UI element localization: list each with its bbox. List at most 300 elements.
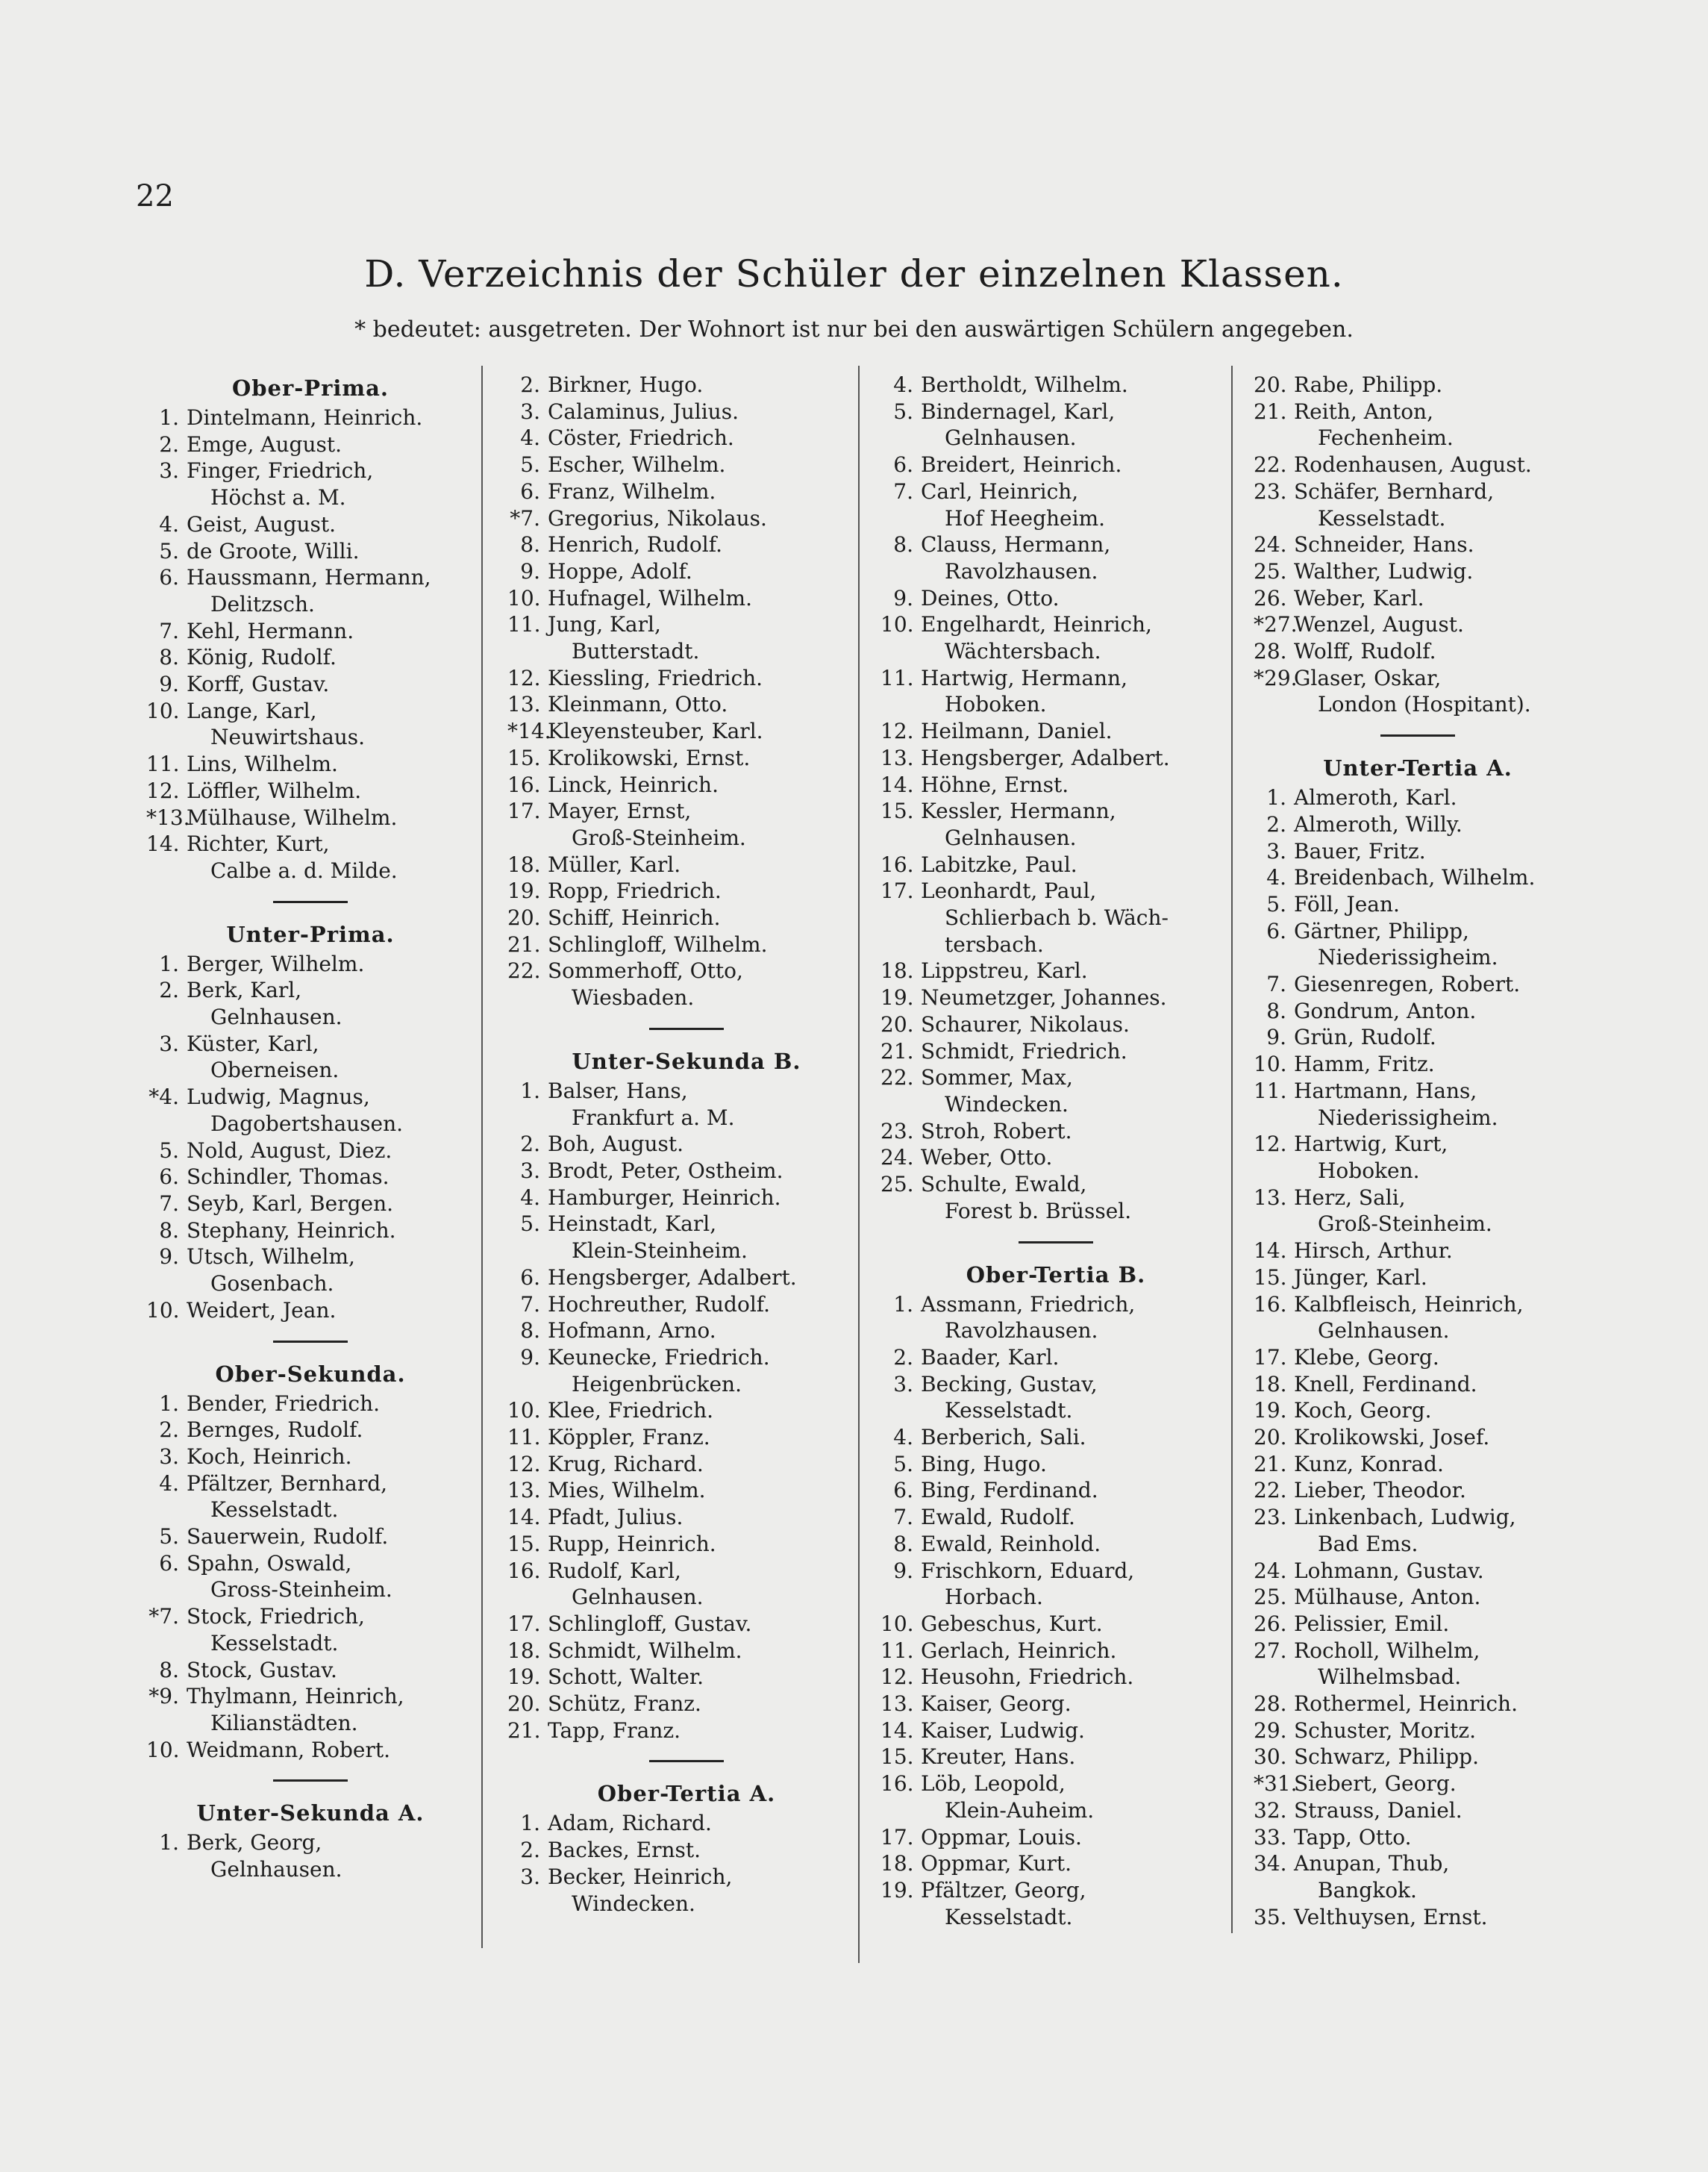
student-number: 5. <box>1266 891 1286 917</box>
student-name: Lippstreu, Karl. <box>921 958 1088 984</box>
student-entry <box>507 1078 866 1105</box>
student-location: London (Hospitant). <box>1318 692 1531 717</box>
student-name: Heusohn, Friedrich. <box>921 1664 1134 1690</box>
student-number: 21. <box>1254 399 1287 424</box>
student-entry <box>1254 1744 1582 1770</box>
student-number: 11. <box>880 1638 914 1663</box>
student-number: 3. <box>159 458 179 484</box>
student-entry <box>507 852 866 879</box>
student-name: Gärtner, Philipp, <box>1294 918 1469 943</box>
student-location: Windecken. <box>572 1891 695 1916</box>
student-entry <box>880 798 1231 825</box>
student-entry <box>507 878 866 905</box>
student-number: 1. <box>159 405 179 430</box>
column-4 <box>1254 372 1582 1930</box>
student-entry <box>507 558 866 585</box>
student-name: Haussmann, Hermann, <box>187 565 431 590</box>
student-entry <box>1254 784 1582 811</box>
student-entry <box>880 1531 1231 1558</box>
student-number: 11. <box>880 665 914 690</box>
student-entry <box>1254 811 1582 838</box>
student-entry <box>1254 1850 1582 1877</box>
student-entry <box>507 1611 866 1638</box>
student-number: 20. <box>507 1691 541 1717</box>
student-number: 3. <box>1266 838 1286 864</box>
student-name: Lieber, Theodor. <box>1294 1478 1466 1503</box>
student-name: Backes, Ernst. <box>548 1838 701 1863</box>
student-location: Hoboken. <box>1318 1158 1420 1183</box>
student-number: 21. <box>880 1038 914 1064</box>
student-entry <box>1254 1477 1582 1504</box>
student-entry <box>1254 1344 1582 1371</box>
student-number: 6. <box>159 1164 179 1190</box>
student-name: Bindernagel, Karl, <box>921 399 1116 424</box>
student-name: Dintelmann, Heinrich. <box>187 405 423 430</box>
student-entry <box>1254 665 1582 692</box>
student-number: 5. <box>159 1138 179 1163</box>
student-number: 22. <box>880 1065 914 1090</box>
student-name: Stroh, Robert. <box>921 1118 1072 1143</box>
student-entry <box>146 1603 475 1630</box>
student-name: Müller, Karl. <box>548 852 681 877</box>
student-number: 17. <box>507 799 541 824</box>
class-heading: Ober-Prima. <box>232 375 389 401</box>
class-heading: Ober-Sekunda. <box>215 1361 406 1387</box>
student-name: Schwarz, Philipp. <box>1294 1744 1479 1770</box>
student-number: 4. <box>893 1425 913 1450</box>
student-number: 3. <box>520 399 540 424</box>
student-name: Breidert, Heinrich. <box>921 452 1122 478</box>
student-number: 11. <box>1254 1078 1287 1103</box>
student-number: *13. <box>146 805 190 830</box>
student-name: Rupp, Heinrich. <box>548 1531 716 1556</box>
student-number: 25. <box>1254 1585 1287 1610</box>
student-number: 15. <box>880 799 914 824</box>
student-name: Bender, Friedrich. <box>187 1391 380 1416</box>
student-entry <box>507 452 866 478</box>
student-entry <box>507 1451 866 1478</box>
student-entry <box>1254 585 1582 612</box>
student-number: 4. <box>520 1185 540 1210</box>
student-number: 18. <box>1254 1371 1287 1396</box>
student-entry <box>507 505 866 532</box>
student-name: Heinstadt, Karl, <box>548 1211 717 1237</box>
student-entry <box>507 531 866 558</box>
student-number: 10. <box>507 1398 541 1423</box>
student-number: 13. <box>1254 1185 1287 1210</box>
student-number: 13. <box>507 692 541 717</box>
student-name: Ewald, Reinhold. <box>921 1531 1101 1556</box>
student-name: Gerlach, Heinrich. <box>921 1638 1117 1663</box>
student-number: 5. <box>520 1211 540 1237</box>
student-location: Gelnhausen. <box>210 1005 342 1030</box>
student-location: Schlierbach b. Wäch- <box>945 905 1169 931</box>
student-number: 12. <box>880 719 914 744</box>
student-entry <box>1254 1238 1582 1264</box>
student-name: Franz, Wilhelm. <box>548 478 716 504</box>
student-number: 23. <box>880 1118 914 1143</box>
student-number: 14. <box>880 772 914 797</box>
student-name: Sommer, Max, <box>921 1065 1073 1090</box>
student-name: Keunecke, Friedrich. <box>548 1344 770 1370</box>
student-number: 25. <box>1254 558 1287 584</box>
student-number: 28. <box>1254 1691 1287 1717</box>
student-name: Leonhardt, Paul, <box>921 879 1097 904</box>
student-entry <box>1254 1504 1582 1531</box>
student-entry <box>507 585 866 612</box>
student-name: Jung, Karl, <box>548 612 661 637</box>
student-name: Kiessling, Friedrich. <box>548 665 763 690</box>
student-number: 8. <box>159 645 179 670</box>
student-entry <box>1254 399 1582 425</box>
student-name: Kunz, Konrad. <box>1294 1451 1444 1476</box>
student-name: Spahn, Oswald, <box>187 1550 352 1576</box>
student-number: *4. <box>148 1085 179 1110</box>
student-number: 20. <box>1254 372 1287 397</box>
class-heading: Ober-Tertia B. <box>966 1261 1146 1288</box>
student-number: 5. <box>159 1524 179 1550</box>
student-location: Gelnhausen. <box>1318 1318 1450 1344</box>
student-entry <box>880 1291 1231 1318</box>
student-entry <box>146 1084 475 1111</box>
student-entry <box>1254 478 1582 505</box>
student-entry <box>507 1837 866 1864</box>
student-location: Forest b. Brüssel. <box>945 1198 1132 1223</box>
student-name: Koch, Georg. <box>1294 1398 1432 1423</box>
student-name: Kaiser, Georg. <box>921 1691 1072 1717</box>
class-heading: Unter-Sekunda B. <box>572 1048 801 1074</box>
student-name: Schütz, Franz. <box>548 1691 701 1717</box>
student-number: 7. <box>520 1291 540 1317</box>
student-name: Boh, August. <box>548 1132 683 1157</box>
student-number: 18. <box>880 1851 914 1876</box>
student-number: 5. <box>520 452 540 478</box>
student-number: 15. <box>880 1744 914 1770</box>
student-number: 25. <box>880 1172 914 1197</box>
column-divider <box>481 366 483 1948</box>
student-entry <box>507 1211 866 1238</box>
student-entry <box>880 399 1231 425</box>
student-name: Löb, Leopold, <box>921 1771 1066 1797</box>
student-location: Hoboken. <box>945 692 1047 717</box>
student-name: Birkner, Hugo. <box>548 372 704 397</box>
student-number: 6. <box>159 1550 179 1576</box>
student-location: Kesselstadt. <box>210 1630 339 1655</box>
student-entry <box>880 958 1231 984</box>
student-number: 21. <box>1254 1451 1287 1476</box>
student-number: 14. <box>1254 1238 1287 1264</box>
student-name: Labitzke, Paul. <box>921 852 1077 877</box>
student-name: Finger, Friedrich, <box>187 458 374 484</box>
student-entry <box>507 665 866 692</box>
student-name: Thylmann, Heinrich, <box>187 1684 404 1709</box>
student-number: 8. <box>159 1657 179 1682</box>
student-name: Schmidt, Wilhelm. <box>548 1638 742 1663</box>
student-name: Clauss, Hermann, <box>921 532 1111 558</box>
student-number: 17. <box>880 1824 914 1850</box>
student-name: Tapp, Otto. <box>1294 1824 1412 1850</box>
page-subtitle: * bedeutet: ausgetreten. Der Wohnort ist nur bei den auswärtigen Schülern angegeben. <box>354 316 1354 343</box>
student-entry <box>880 1504 1231 1531</box>
student-number: 32. <box>1254 1797 1287 1823</box>
student-name: Weber, Karl. <box>1294 585 1424 611</box>
student-name: Tapp, Franz. <box>548 1717 681 1743</box>
student-entry <box>880 1664 1231 1691</box>
student-entry <box>507 478 866 505</box>
student-entry <box>1254 1024 1582 1051</box>
student-entry <box>146 644 475 671</box>
student-entry <box>507 691 866 718</box>
student-number: *7. <box>148 1604 179 1629</box>
student-number: 13. <box>507 1478 541 1503</box>
student-entry <box>146 951 475 978</box>
section-separator <box>1019 1241 1093 1243</box>
student-number: *27. <box>1254 612 1298 637</box>
class-heading: Ober-Tertia A. <box>597 1781 776 1807</box>
student-name: Gebeschus, Kurt. <box>921 1611 1103 1636</box>
student-location: Butterstadt. <box>572 639 700 664</box>
student-name: Wenzel, August. <box>1294 612 1464 637</box>
student-location: Groß-Steinheim. <box>572 825 746 850</box>
student-name: Ewald, Rudolf. <box>921 1505 1075 1530</box>
page-number: 22 <box>136 179 174 213</box>
student-entry <box>507 1477 866 1504</box>
student-number: 14. <box>507 1505 541 1530</box>
student-entry <box>1254 864 1582 891</box>
student-name: Oppmar, Kurt. <box>921 1851 1072 1876</box>
student-name: Pelissier, Emil. <box>1294 1611 1450 1636</box>
student-entry <box>880 1877 1231 1904</box>
student-name: Berger, Wilhelm. <box>187 951 365 976</box>
student-number: *14. <box>507 719 551 744</box>
student-entry <box>1254 1638 1582 1664</box>
column-divider <box>1231 366 1233 1933</box>
student-entry <box>880 1451 1231 1478</box>
student-name: Schiff, Heinrich. <box>548 905 721 931</box>
student-number: 14. <box>880 1717 914 1743</box>
student-name: Schulte, Ewald, <box>921 1172 1087 1197</box>
student-number: 17. <box>1254 1344 1287 1370</box>
section-separator <box>273 1341 348 1343</box>
student-entry <box>507 1291 866 1318</box>
student-location: Klein-Auheim. <box>945 1797 1095 1823</box>
student-name: Seyb, Karl, Bergen. <box>187 1190 394 1216</box>
student-entry <box>507 1504 866 1531</box>
student-number: 10. <box>507 585 541 611</box>
student-entry <box>146 805 475 831</box>
student-name: Hoppe, Adolf. <box>548 558 692 584</box>
student-number: 3. <box>159 1444 179 1469</box>
student-entry <box>1254 1584 1582 1611</box>
student-entry <box>507 905 866 931</box>
student-number: 11. <box>146 752 180 777</box>
student-entry <box>880 772 1231 799</box>
student-entry <box>507 1558 866 1585</box>
student-name: Bing, Hugo. <box>921 1451 1047 1476</box>
student-location: Gosenbach. <box>210 1271 334 1296</box>
student-location: Gelnhausen. <box>945 425 1077 451</box>
student-name: Klee, Friedrich. <box>548 1398 714 1423</box>
student-name: Brodt, Peter, Ostheim. <box>548 1158 783 1183</box>
student-name: Kessler, Hermann, <box>921 799 1116 824</box>
student-entry <box>880 878 1231 905</box>
student-name: Pfältzer, Bernhard, <box>187 1470 388 1496</box>
student-name: Schäfer, Bernhard, <box>1294 478 1495 504</box>
student-name: Strauss, Daniel. <box>1294 1797 1463 1823</box>
student-number: 30. <box>1254 1744 1287 1770</box>
student-name: Bertholdt, Wilhelm. <box>921 372 1128 397</box>
student-entry <box>146 511 475 538</box>
student-location: Kesselstadt. <box>210 1497 339 1523</box>
student-name: Siebert, Georg. <box>1294 1771 1457 1797</box>
student-number: 6. <box>520 478 540 504</box>
student-entry <box>146 1031 475 1058</box>
student-number: 4. <box>159 1470 179 1496</box>
student-entry <box>880 531 1231 558</box>
student-entry <box>880 1558 1231 1585</box>
student-entry <box>507 1397 866 1424</box>
student-number: 7. <box>893 1505 913 1530</box>
student-entry <box>146 778 475 805</box>
student-number: 24. <box>880 1145 914 1170</box>
student-number: 24. <box>1254 532 1287 558</box>
section-separator <box>273 1779 348 1782</box>
column-3 <box>880 372 1231 1930</box>
student-entry <box>507 1810 866 1837</box>
student-name: Linkenbach, Ludwig, <box>1294 1505 1516 1530</box>
student-name: de Groote, Willi. <box>187 538 360 564</box>
student-number: 8. <box>1266 998 1286 1023</box>
student-name: Linck, Heinrich. <box>548 772 719 797</box>
class-heading: Unter-Sekunda A. <box>196 1800 425 1826</box>
student-entry <box>146 405 475 431</box>
student-name: Stephany, Heinrich. <box>187 1217 396 1243</box>
student-name: Pfältzer, Georg, <box>921 1877 1086 1903</box>
student-number: 8. <box>520 532 540 558</box>
student-name: Becking, Gustav, <box>921 1371 1098 1396</box>
student-number: 8. <box>893 532 913 558</box>
student-location: Fechenheim. <box>1318 425 1454 451</box>
student-entry <box>1254 1397 1582 1424</box>
student-name: Schmidt, Friedrich. <box>921 1038 1127 1064</box>
student-number: 13. <box>880 745 914 770</box>
student-name: Almeroth, Karl. <box>1294 785 1457 811</box>
student-name: Rabe, Philipp. <box>1294 372 1443 397</box>
student-number: 1. <box>520 1078 540 1103</box>
student-name: Hengsberger, Adalbert. <box>921 745 1170 770</box>
student-name: Berk, Karl, <box>187 978 302 1003</box>
student-entry <box>146 1297 475 1324</box>
student-entry <box>880 718 1231 745</box>
student-entry <box>507 718 866 745</box>
student-number: 4. <box>159 511 179 537</box>
student-entry <box>146 1138 475 1164</box>
student-location: Wilhelmsbad. <box>1318 1664 1462 1690</box>
student-name: Löffler, Wilhelm. <box>187 778 362 803</box>
student-entry <box>880 1611 1231 1638</box>
student-name: Assmann, Friedrich, <box>921 1291 1136 1317</box>
student-number: 3. <box>893 1371 913 1396</box>
student-entry <box>880 1717 1231 1744</box>
student-name: Lohmann, Gustav. <box>1294 1558 1484 1583</box>
student-number: 9. <box>1266 1025 1286 1050</box>
student-number: 21. <box>507 1717 541 1743</box>
student-entry <box>880 1371 1231 1398</box>
student-name: Cöster, Friedrich. <box>548 425 734 451</box>
student-entry <box>880 478 1231 505</box>
student-name: Weidmann, Robert. <box>187 1737 391 1762</box>
student-entry <box>507 1264 866 1291</box>
student-entry <box>880 611 1231 638</box>
column-2 <box>507 372 866 1917</box>
student-name: Rudolf, Karl, <box>548 1558 681 1583</box>
student-entry <box>507 1864 866 1891</box>
student-entry <box>507 1317 866 1344</box>
student-name: Hamm, Fritz. <box>1294 1052 1435 1077</box>
student-number: 10. <box>146 698 180 723</box>
student-entry <box>507 1691 866 1717</box>
student-number: 1. <box>159 951 179 976</box>
student-entry <box>1254 1904 1582 1931</box>
student-number: 20. <box>507 905 541 931</box>
student-name: Geist, August. <box>187 511 337 537</box>
student-number: 12. <box>507 665 541 690</box>
student-location: Wiesbaden. <box>572 985 695 1011</box>
student-entry <box>146 618 475 645</box>
student-number: 4. <box>893 372 913 397</box>
student-entry <box>146 1657 475 1684</box>
student-location: Kesselstadt. <box>945 1904 1073 1929</box>
student-entry <box>880 1118 1231 1145</box>
student-name: Schlingloff, Wilhelm. <box>548 931 768 957</box>
student-number: 14. <box>146 831 180 857</box>
student-number: 2. <box>159 1417 179 1443</box>
student-location: tersbach. <box>945 931 1044 957</box>
student-number: 17. <box>507 1611 541 1636</box>
student-number: 7. <box>1266 972 1286 997</box>
student-name: Schindler, Thomas. <box>187 1164 390 1190</box>
student-name: Schaurer, Nikolaus. <box>921 1011 1130 1037</box>
student-entry <box>507 798 866 825</box>
student-entry <box>1254 611 1582 638</box>
student-entry <box>507 399 866 425</box>
student-name: Krolikowski, Ernst. <box>548 745 751 770</box>
student-entry <box>146 458 475 484</box>
student-number: 18. <box>507 852 541 877</box>
student-location: Gelnhausen. <box>210 1857 342 1882</box>
student-entry <box>507 1424 866 1451</box>
student-name: Henrich, Rudolf. <box>548 532 722 558</box>
student-entry <box>1254 638 1582 665</box>
student-location: Niederissigheim. <box>1318 1105 1498 1130</box>
student-name: Rodenhausen, August. <box>1294 452 1532 478</box>
student-name: Schlingloff, Gustav. <box>548 1611 752 1636</box>
student-entry <box>1254 1291 1582 1318</box>
student-number: 13. <box>880 1691 914 1717</box>
student-location: Heigenbrücken. <box>572 1371 742 1396</box>
student-entry <box>146 564 475 591</box>
student-number: 15. <box>1254 1264 1287 1290</box>
student-entry <box>880 1638 1231 1664</box>
student-number: 26. <box>1254 585 1287 611</box>
student-number: 19. <box>880 1877 914 1903</box>
student-entry <box>146 1391 475 1417</box>
student-name: Berk, Georg, <box>187 1830 322 1856</box>
student-entry <box>146 1164 475 1190</box>
student-number: 7. <box>893 478 913 504</box>
column-1 <box>146 372 475 1883</box>
student-name: Hartwig, Hermann, <box>921 665 1127 690</box>
